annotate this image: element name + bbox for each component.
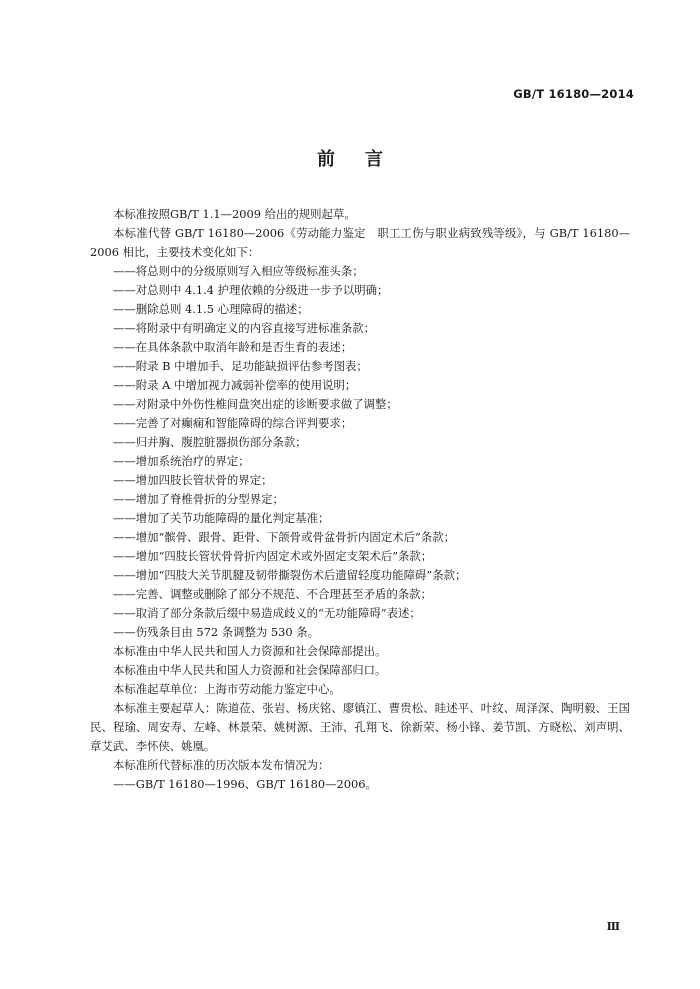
list-item: ——将总则中的分级原则写入相应等级标准头条； bbox=[113, 264, 364, 278]
document-body bbox=[90, 205, 630, 794]
list-item: ——取消了部分条款后缀中易造成歧义的“无功能障碍”表述； bbox=[113, 606, 421, 620]
paragraph-replacement: 本标准代替 GB/T 16180—2006《劳动能力鉴定 职工工伤与职业病致残等级》，与 GB/T 16180—2006 相比，主要技术变化如下： bbox=[90, 226, 630, 259]
list-item: ——在具体条款中取消年龄和是否生育的表述； bbox=[113, 340, 353, 354]
list-item: ——完善、调整或删除了部分不规范、不合理甚至矛盾的条款； bbox=[113, 587, 432, 601]
list-item: ——附录 B 中增加手、足功能缺损评估参考图表； bbox=[113, 359, 368, 373]
standard-code: GB/T 16180—2014 bbox=[513, 87, 634, 101]
paragraph-drafting-rules: 本标准按照GB/T 1.1—2009 给出的规则起草。 bbox=[113, 207, 356, 221]
history-list bbox=[90, 775, 630, 794]
list-item: ——增加“髌骨、跟骨、距骨、下颌骨或骨盆骨折内固定术后”条款； bbox=[113, 530, 455, 544]
list-item: ——对总则中 4.1.4 护理依赖的分级进一步予以明确； bbox=[113, 283, 389, 297]
paragraph-under-jurisdiction: 本标准由中华人民共和国人力资源和社会保障部归口。 bbox=[113, 663, 387, 677]
list-item: ——增加“四肢大关节肌腱及韧带撕裂伤术后遗留轻度功能障碍”条款； bbox=[113, 568, 467, 582]
paragraph-history-intro: 本标准所代替标准的历次版本发布情况为： bbox=[113, 758, 330, 772]
paragraph-drafters: 本标准主要起草人：陈道莅、张岩、杨庆铭、廖镇江、曹贵松、眭述平、叶纹、周泽深、陶明毅、王国民、程瑜、周安寿、左峰、林景荣、姚树源、王沛、孔翔飞、徐新荣、杨小锋、姜节凯、方晓松、刘声明、章艾武、李怀侠、姚凰。 bbox=[90, 701, 630, 753]
list-item: ——对附录中外伤性椎间盘突出症的诊断要求做了调整； bbox=[113, 397, 398, 411]
list-item: ——增加四肢长管状骨的界定； bbox=[113, 473, 273, 487]
paragraph-proposed-by: 本标准由中华人民共和国人力资源和社会保障部提出。 bbox=[113, 644, 387, 658]
paragraph-drafting-unit: 本标准起草单位：上海市劳动能力鉴定中心。 bbox=[113, 682, 341, 696]
list-item: ——增加了脊椎骨折的分型界定； bbox=[113, 492, 284, 506]
page-title: 前言 bbox=[317, 149, 413, 170]
list-item: ——删除总则 4.1.5 心理障碍的描述； bbox=[113, 302, 309, 316]
list-item: ——将附录中有明确定义的内容直接写进标准条款； bbox=[113, 321, 375, 335]
list-item: ——增加系统治疗的界定； bbox=[113, 454, 250, 468]
list-item: ——伤残条目由 572 条调整为 530 条。 bbox=[113, 625, 320, 639]
list-item: ——附录 A 中增加视力减弱补偿率的使用说明； bbox=[113, 378, 357, 392]
list-item: ——GB/T 16180—1996、GB/T 16180—2006。 bbox=[113, 777, 377, 791]
page-number: Ⅲ bbox=[606, 920, 620, 933]
list-item: ——归并胸、腹腔脏器损伤部分条款； bbox=[113, 435, 307, 449]
list-item: ——增加“四肢长管状骨骨折内固定术或外固定支架术后”条款； bbox=[113, 549, 433, 563]
changes-list bbox=[90, 262, 630, 642]
list-item: ——完善了对癫痫和智能障碍的综合评判要求； bbox=[113, 416, 353, 430]
list-item: ——增加了关节功能障碍的量化判定基准； bbox=[113, 511, 330, 525]
